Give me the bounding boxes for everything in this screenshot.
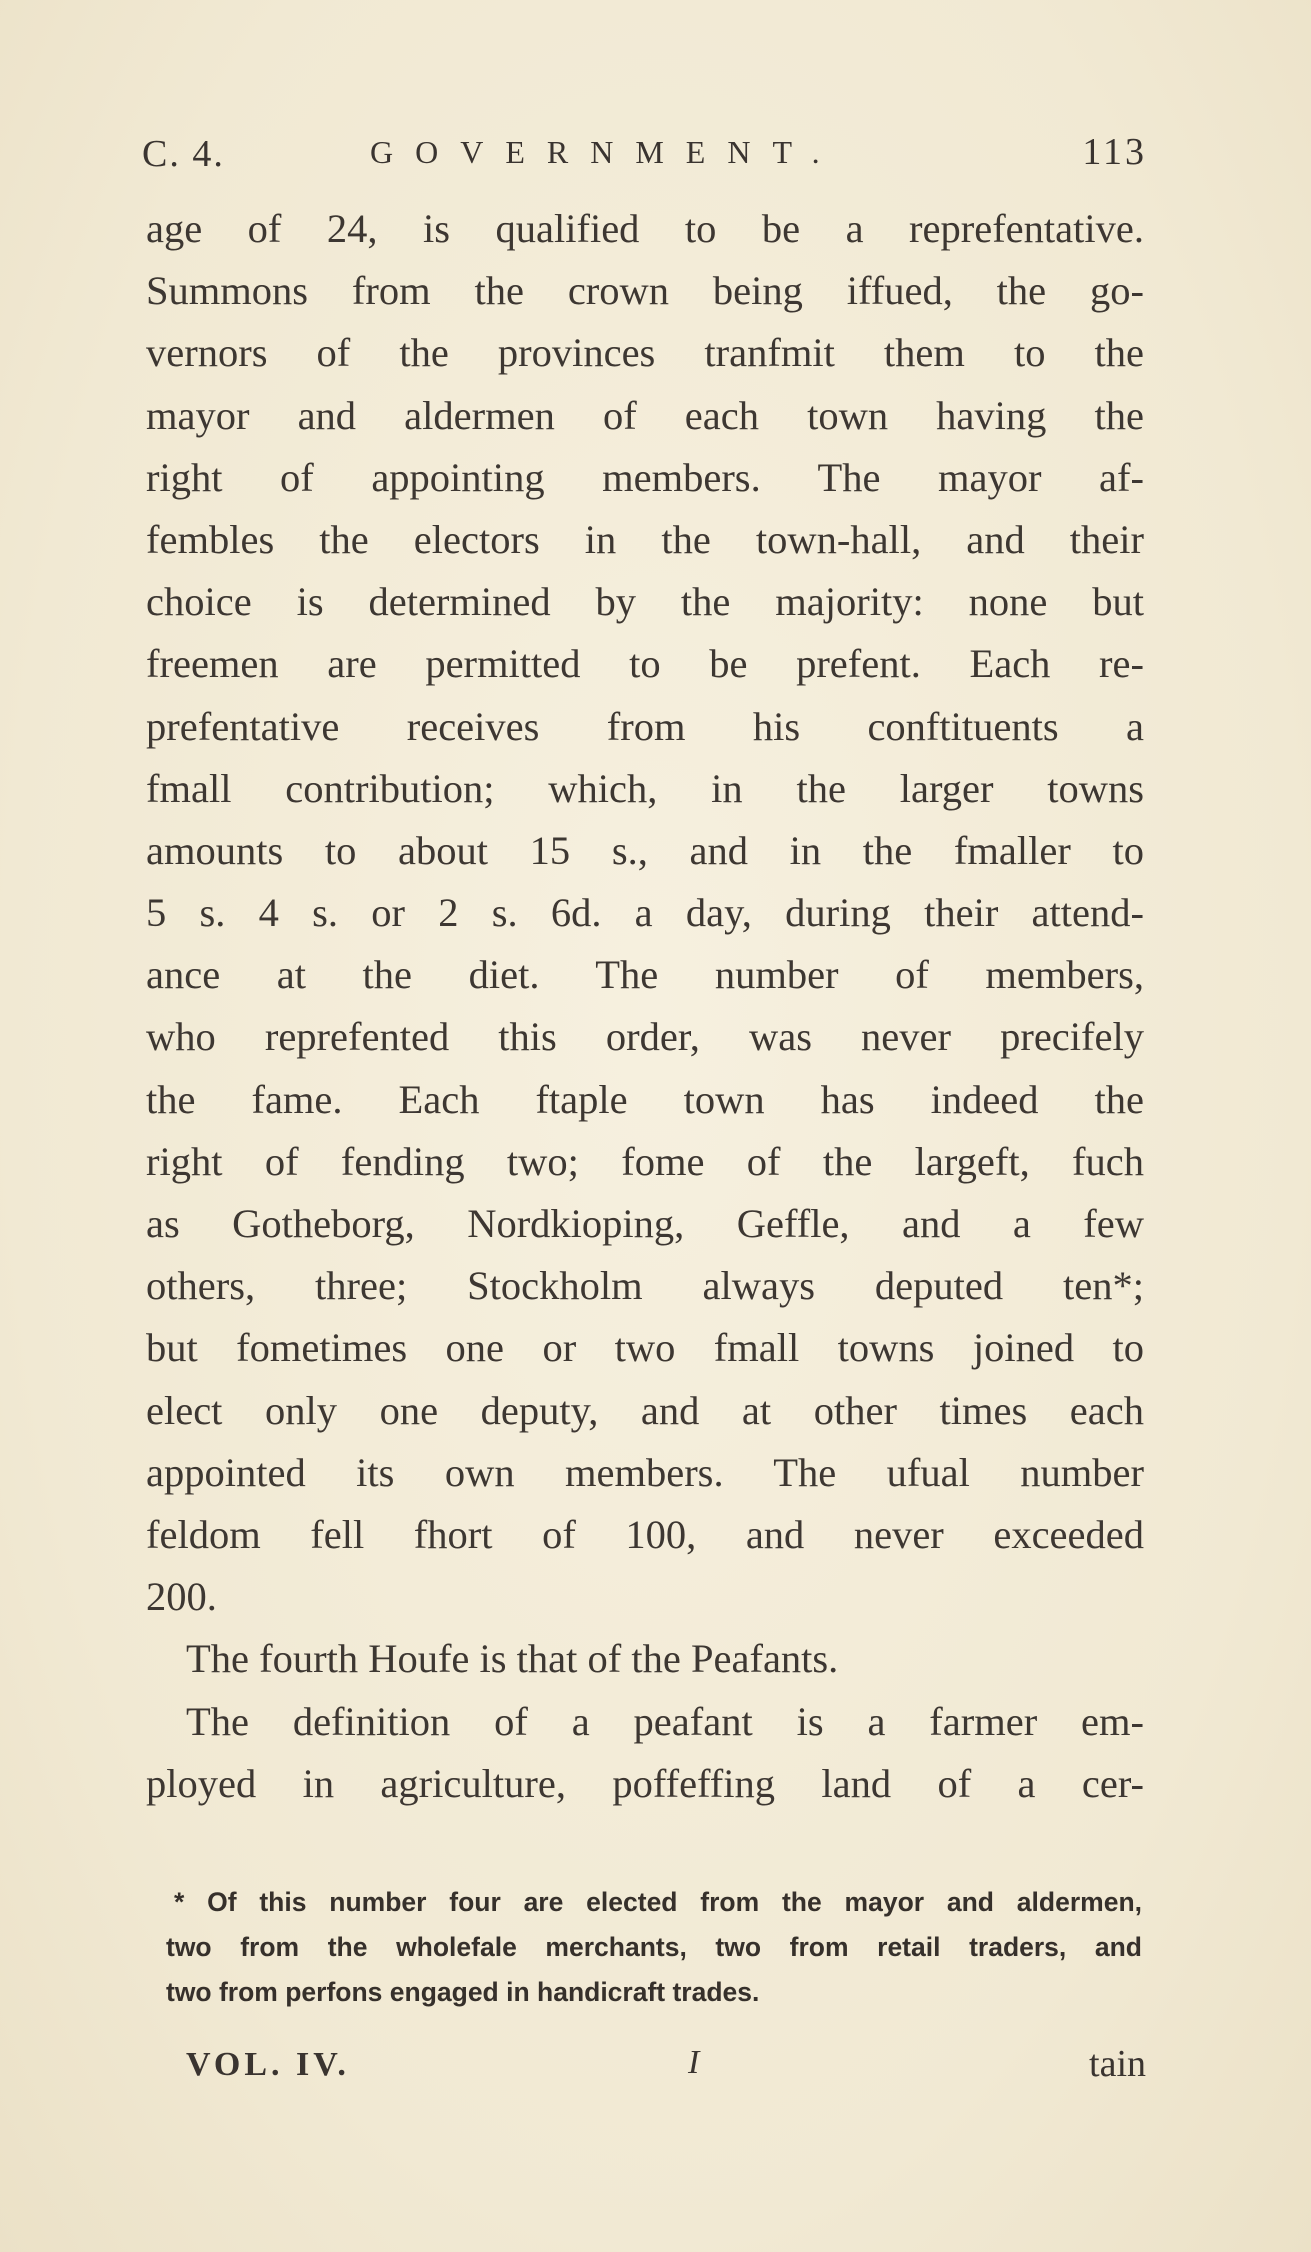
text-line: fembles the electors in the town-hall, and their: [146, 516, 1144, 562]
catchword: tain: [1089, 2043, 1146, 2085]
text-line: right of appointing members. The mayor af-: [146, 454, 1144, 500]
body-text: [146, 198, 1144, 1815]
footnote-line: * Of this number four are elected from the mayor and aldermen,: [174, 1887, 1142, 1917]
text-line: 5 s. 4 s. or 2 s. 6d. a day, during their attend-: [146, 890, 1144, 936]
footnote-line: two from perfons engaged in handicraft trades.: [166, 1977, 760, 2007]
text-line: mayor and aldermen of each town having the: [146, 392, 1144, 438]
text-line: vernors of the provinces tranfmit them to the: [146, 330, 1144, 376]
text-line: feldom fell fhort of 100, and never exceeded: [146, 1511, 1144, 1557]
text-line: 200.: [146, 1574, 217, 1620]
text-line: who reprefented this order, was never precifely: [146, 1014, 1144, 1060]
text-line: Summons from the crown being iffued, the go-: [146, 268, 1144, 314]
text-line: elect only one deputy, and at other times each: [146, 1387, 1144, 1433]
text-line: appointed its own members. The ufual number: [146, 1449, 1144, 1495]
text-line: ployed in agriculture, poffeffing land of a cer-: [146, 1760, 1144, 1806]
chapter-reference: C. 4.: [142, 133, 225, 175]
signature-line: [186, 2042, 1146, 2092]
page-number: 113: [1082, 131, 1147, 173]
volume-mark: VOL. IV.: [186, 2046, 350, 2083]
text-line: amounts to about 15 s., and in the fmaller to: [146, 827, 1144, 873]
text-line: freemen are permitted to be prefent. Each re-: [146, 641, 1144, 687]
signature-mark: I: [688, 2044, 700, 2081]
section-heading: The fourth Houfe is that of the Peafants.: [186, 1636, 839, 1682]
running-title: GOVERNMENT.: [370, 134, 842, 170]
text-line: choice is determined by the majority: none but: [146, 579, 1144, 625]
text-line: prefentative receives from his conftituents a: [146, 703, 1144, 749]
running-head: [142, 120, 1147, 180]
text-line: fmall contribution; which, in the larger towns: [146, 765, 1144, 811]
text-line: ance at the diet. The number of members,: [146, 952, 1144, 998]
text-line: The definition of a peafant is a farmer em-: [186, 1698, 1144, 1744]
text-line: but fometimes one or two fmall towns joined to: [146, 1325, 1144, 1371]
text-line: right of fending two; fome of the largeft, fuch: [146, 1138, 1144, 1184]
text-line: age of 24, is qualified to be a reprefentative.: [146, 206, 1144, 251]
text-line: as Gotheborg, Nordkioping, Geffle, and a few: [146, 1201, 1144, 1246]
footnote-line: two from the wholefale merchants, two from retail traders, and: [166, 1932, 1142, 1962]
text-line: the fame. Each ftaple town has indeed the: [146, 1076, 1144, 1122]
footnote: [166, 1880, 1142, 2015]
text-line: others, three; Stockholm always deputed ten*;: [146, 1263, 1144, 1309]
